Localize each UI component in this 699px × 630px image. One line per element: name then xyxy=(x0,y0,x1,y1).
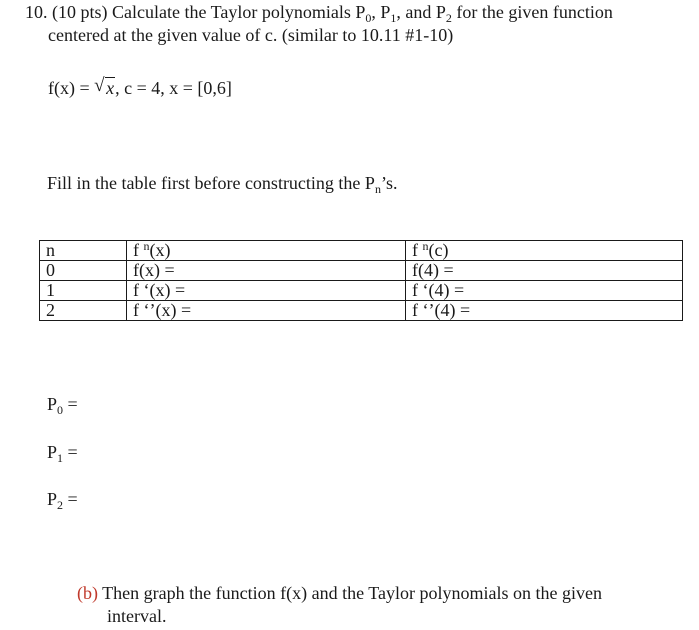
derivative-table xyxy=(39,240,683,321)
table-row xyxy=(40,301,683,321)
cell-n: 1 xyxy=(40,281,127,301)
polynomial-p1[interactable]: $P_1$ = xyxy=(47,442,78,465)
problem-statement-line2: centered at the given value of c. (similar to 10.11 #1-10) xyxy=(48,25,454,45)
cell-n: 0 xyxy=(40,261,127,281)
p0-symbol: $P_0$ xyxy=(355,2,372,25)
header-n: n xyxy=(40,241,127,261)
table-header-row xyxy=(40,241,683,261)
square-root-expression xyxy=(94,76,115,100)
cell-fc[interactable]: f(4) = xyxy=(406,261,683,281)
radicand: x xyxy=(106,78,115,98)
function-definition: f(x) = √ x, c = 4, x = [0,6] xyxy=(48,75,232,98)
part-b-line2: interval. xyxy=(107,606,167,626)
cell-fc[interactable]: f ‘’(4) = xyxy=(406,301,683,321)
table-instruction: Fill in the table first before constructing the $P_n’s$. xyxy=(47,173,398,196)
header-fc: f $^n$(c) xyxy=(406,241,683,261)
p1-symbol: $P_1$ xyxy=(380,2,397,25)
part-b-line1: (b) Then graph the function f(x) and the Taylor polynomials on the given xyxy=(77,583,602,603)
cell-fx[interactable]: f ‘’(x) = xyxy=(127,301,406,321)
polynomial-p2[interactable]: $P_2$ = xyxy=(47,489,78,512)
part-b-label: (b) xyxy=(77,583,98,603)
p2-symbol: $P_2$ xyxy=(435,2,452,25)
cell-fx[interactable]: f ‘(x) = xyxy=(127,281,406,301)
problem-statement-line1: 10. (10 pts) Calculate the Taylor polynomials $P_0$, $P_1$, and $P_2$ for the given function xyxy=(25,2,613,25)
polynomial-p0[interactable]: $P_0$ = xyxy=(47,394,78,417)
cell-fx[interactable]: f(x) = xyxy=(127,261,406,281)
table-row xyxy=(40,261,683,281)
radical-sign: √ xyxy=(94,75,105,96)
header-fx: f $^n$(x) xyxy=(127,241,406,261)
problem-number: 10. xyxy=(25,2,48,22)
cell-fc[interactable]: f ‘(4) = xyxy=(406,281,683,301)
table-row xyxy=(40,281,683,301)
problem-points: (10 pts) xyxy=(52,2,108,22)
cell-n: 2 xyxy=(40,301,127,321)
